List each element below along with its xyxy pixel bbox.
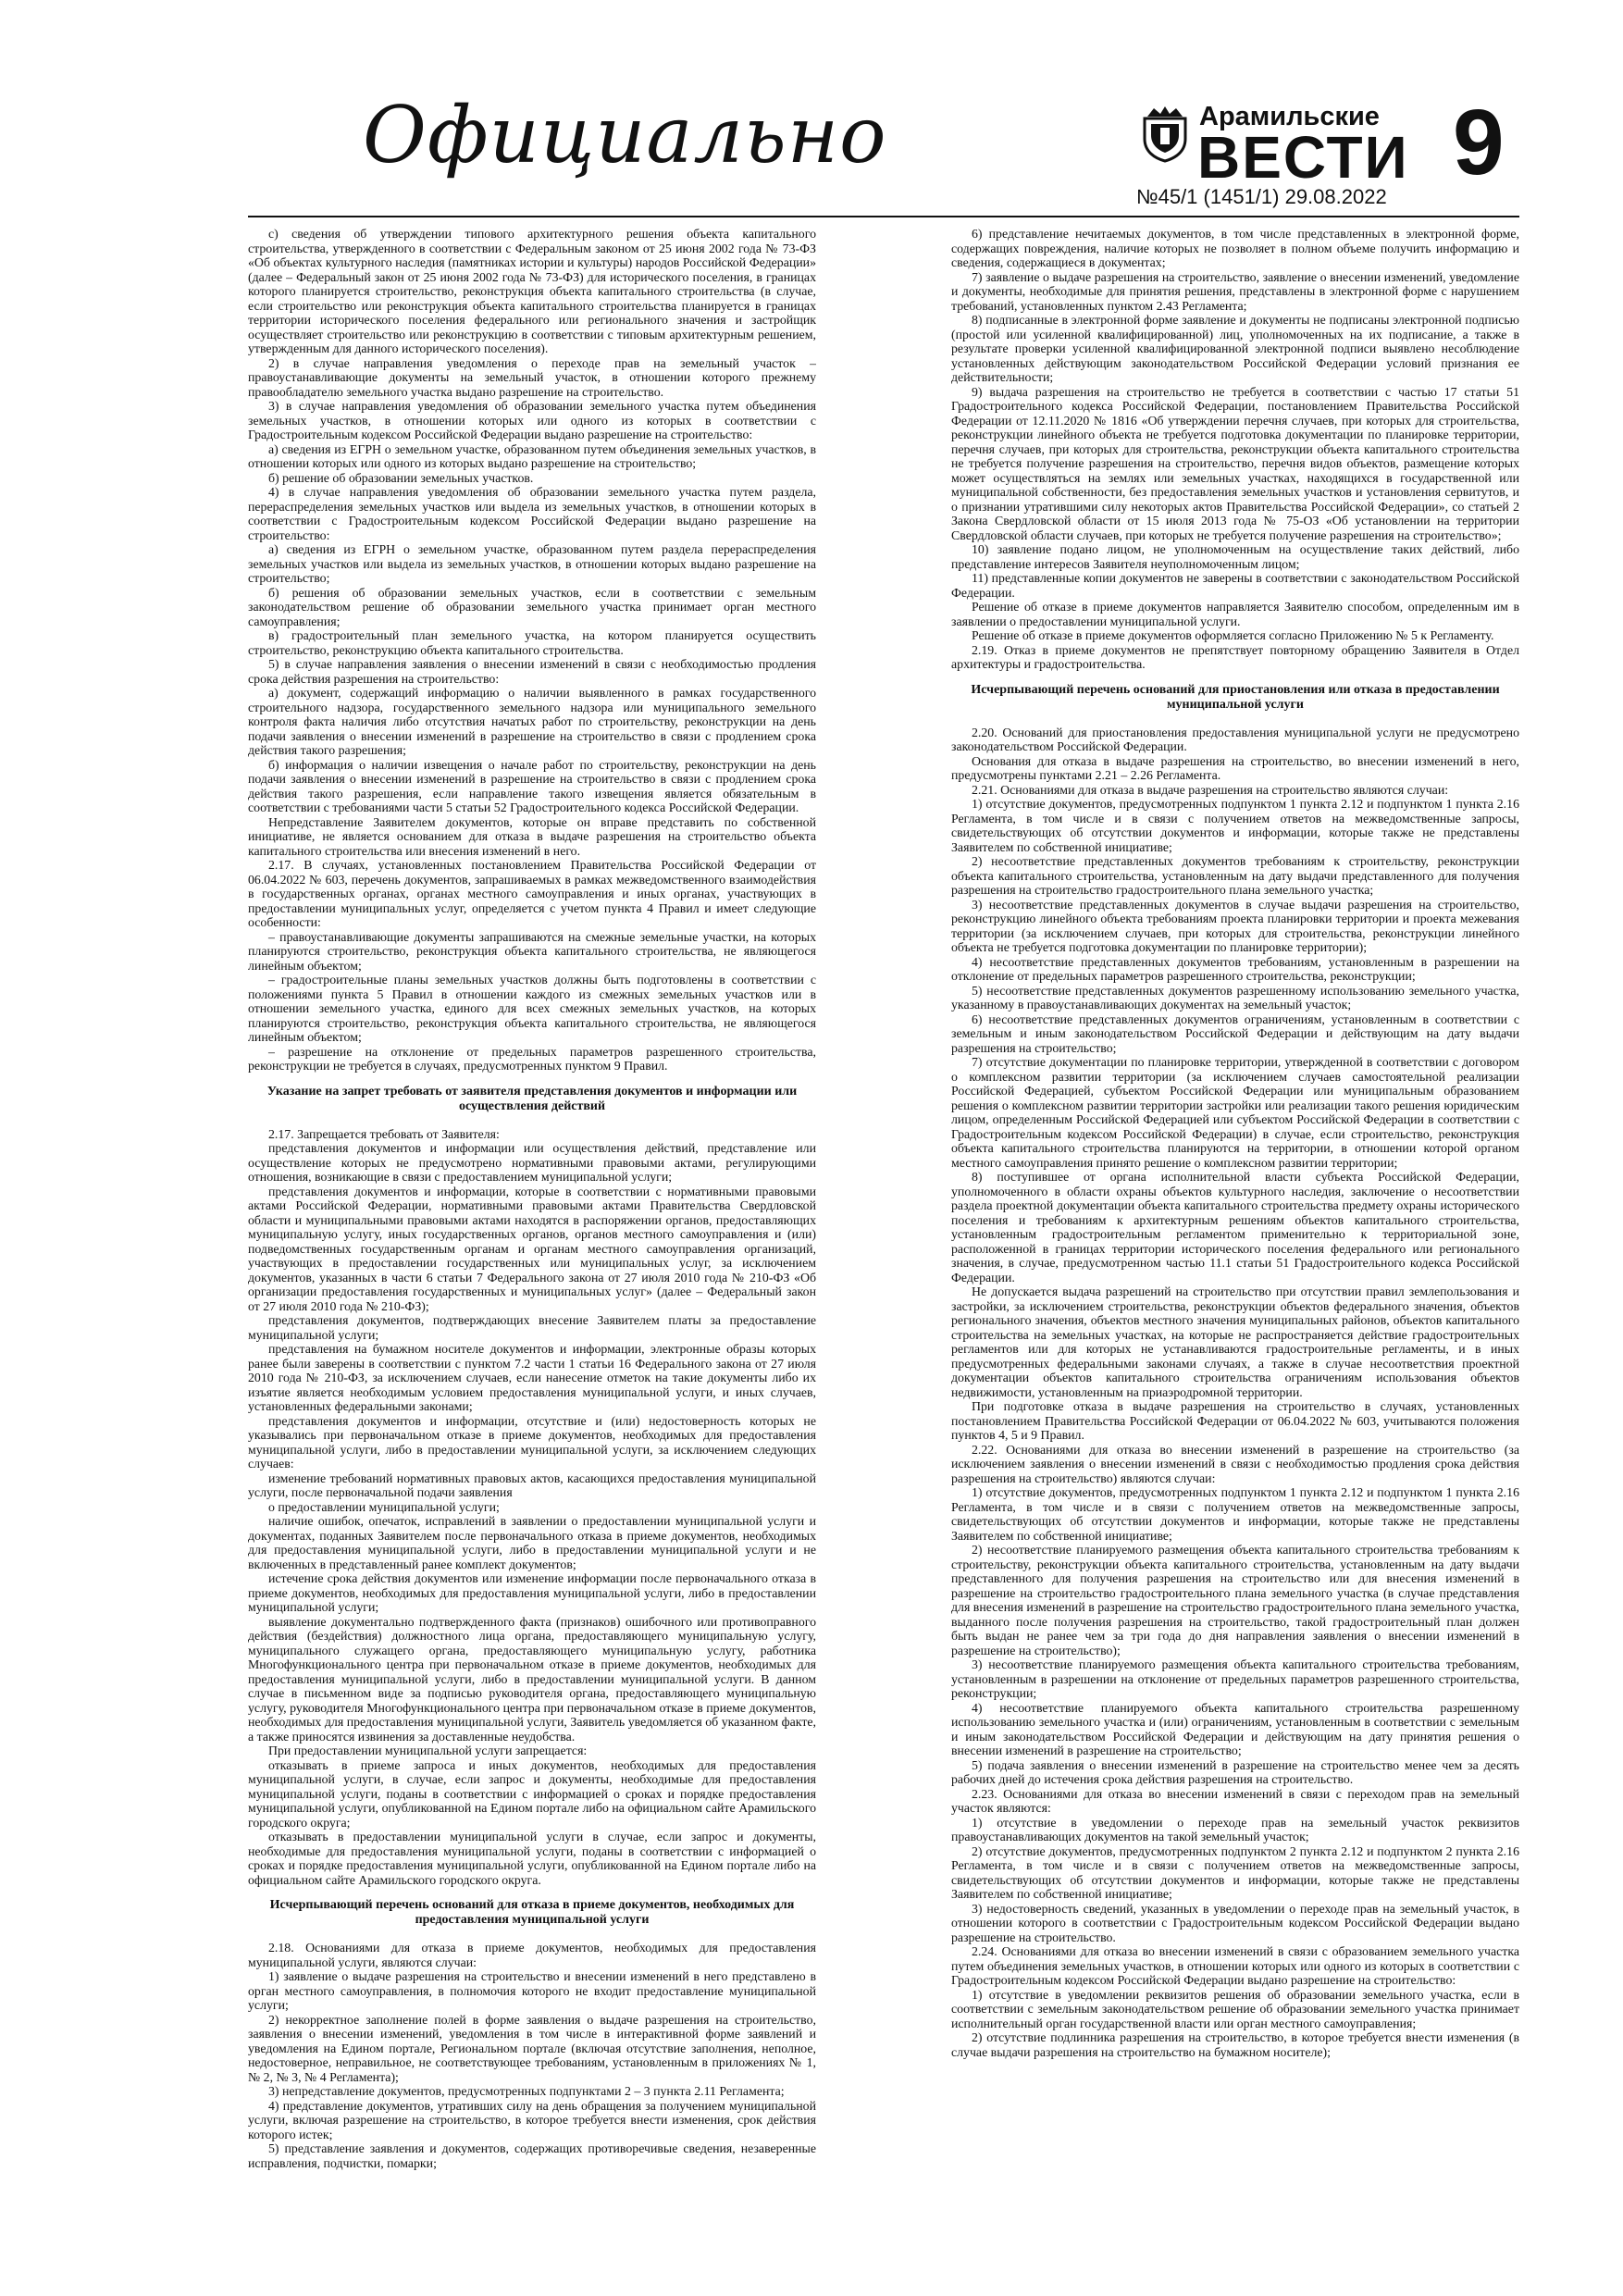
paragraph: 5) несоответствие представленных документов разрешенному использованию земельного участка, указанному в правоустанавливающих документах на земельный участок; xyxy=(951,983,1519,1011)
paragraph: 2.24. Основаниями для отказа во внесении изменений в связи с образованием земельного участка путем объединения земельных участков, в отношении которых или одного из которых в соответствии с Градостроительным кодексом Российской Федерации выдано разрешение на строительство: xyxy=(951,1944,1519,1987)
paragraph: 1) заявление о выдаче разрешения на строительство и внесении изменений в него представлено в орган местного самоуправления, в полномочия которого не входит предоставление муниципальной услуги; xyxy=(248,1969,816,2012)
paragraph: о предоставлении муниципальной услуги; xyxy=(268,1499,500,1514)
paragraph: выявление документально подтвержденного факта (признаков) ошибочного или противоправного действия (бездействия) должностного лица органа, предоставляющего муниципальную услугу, муниципального служащего органа, предоставляющего муниципальную услугу, работника Многофункционального центра при первоначальном отказе в приеме документов, необходимых для предоставления муниципальной услуги, либо в предоставлении муниципальной услуги. В данном случае в письменном виде за подписью руководителя органа, предоставляющего муниципальную услугу, руководителя Многофункционального центра при первоначальном отказе в приеме документов, необходимых для предоставления муниципальной услуги, Заявитель уведомляется об указанном факте, а также приносятся извинения за доставленные неудобства. xyxy=(248,1614,816,1744)
paragraph: представления документов, подтверждающих внесение Заявителем платы за предоставление муниципальной услуги; xyxy=(248,1313,816,1342)
paragraph: 4) несоответствие планируемого объекта капитального строительства разрешенному использованию земельного участка и (или) ограничениям, установленным в соответствии с земельным и иным законодательством Российской Федерации и действующим на дату принятия решения о внесении изменений в разрешение на строительство; xyxy=(951,1700,1519,1757)
paragraph: изменение требований нормативных правовых актов, касающихся предоставления муниципальной услуги, после первоначальной подачи заявления xyxy=(248,1471,816,1499)
header-rule xyxy=(248,216,1519,217)
paragraph: 2.22. Основаниями для отказа во внесении изменений в разрешение на строительство (за исключением заявления о внесении изменений в связи с необходимостью продления срока действия разрешения на строительство) являются случаи: xyxy=(951,1442,1519,1485)
paragraph: б) решение об образовании земельных участков. xyxy=(268,470,534,485)
paragraph: представления на бумажном носителе документов и информации, электронные образы которых ранее были заверены в соответствии с пунктом 7.2 части 1 статьи 16 Федерального закона от 27 июля 2010 года № 210-ФЗ, за исключением случаев, если нанесение отметок на такие документы либо их изъятие является необходимым условием предоставления муниципальной услуги, и иных случаев, установленных федеральными законами; xyxy=(248,1342,816,1413)
paragraph: 10) заявление подано лицом, не уполномоченным на осуществление таких действий, либо представление интересов Заявителя неуполномоченным лицом; xyxy=(951,542,1519,571)
paragraph: При подготовке отказа в выдаче разрешения на строительство в случаях, установленных постановлением Правительства Российской Федерации от 06.04.2022 № 603, учитываются положения пунктов 4, 5 и 9 Правил. xyxy=(951,1399,1519,1442)
paragraph: б) информация о наличии извещения о начале работ по строительству, реконструкции на день подачи заявления о внесении изменений в разрешение на строительство в связи с продлением срока действия такого разрешения, если направление такого извещения является обязательным в соответствии с требованиями части 5 статьи 52 Градостроительного кодекса Российской Федерации. xyxy=(248,757,816,814)
paragraph: – градостроительные планы земельных участков должны быть подготовлены в соответствии с положениями пункта 5 Правил в отношении каждого из смежных земельных участков или в отношении земельного участка, единого для всех смежных земельных участков, на которых планируются строительство, реконструкция объекта капитального строительства, не являющегося линейным объектом; xyxy=(248,973,816,1044)
paragraph: а) сведения из ЕГРН о земельном участке, образованном путем раздела перераспределения земельных участков или выдела из земельных участков, в отношении которых выдано разрешение на строительство; xyxy=(248,542,816,585)
page-number: 9 xyxy=(1453,91,1505,194)
paragraph: 8) поступившее от органа исполнительной власти субъекта Российской Федерации, уполномоченного в области охраны объектов культурного наследия, заключение о несоответствии раздела проектной документации объекта капитального строительства предмету охраны исторического поселения и требованиям к архитектурным решениям объектов капитального строительства, установленным градостроительным регламентом применительно к территориальной зоне, расположенной в границах территории исторического поселения федерального или регионального значения, в случае, предусмотренном частью 11.1 статьи 51 Градостроительного кодекса Российской Федерации. xyxy=(951,1170,1519,1285)
section-title: Официально xyxy=(363,90,887,180)
paragraph: 6) несоответствие представленных документов ограничениям, установленным в соответствии с земельным и иным законодательством Российской Федерации и действующим на дату выдачи разрешения на строительство; xyxy=(951,1011,1519,1055)
section-heading: Исчерпывающий перечень оснований для отказа в приеме документов, необходимых для предоставления муниципальной услуги xyxy=(269,1898,795,1927)
section-heading: Исчерпывающий перечень оснований для приостановления или отказа в предоставлении муниципальной услуги xyxy=(971,682,1500,712)
issue-info: №45/1 (1451/1) 29.08.2022 xyxy=(1136,185,1387,208)
paragraph: 4) несоответствие представленных документов требованиям, установленным в разрешении на отклонение от предельных параметров разрешенного строительства, реконструкции; xyxy=(951,954,1519,983)
paragraph: 2) несоответствие планируемого размещения объекта капитального строительства требованиям к строительству, реконструкции объекта капитального строительства, установленным на дату выдачи представленного для получения разрешения на строительство или для внесения изменений в разрешение на строительство градостроительного плана земельного участка (в случае представления для внесения изменений в разрешение на строительство градостроительного плана земельного участка, выданного после получения разрешения на строительство, такой градостроительный план должен быть выдан не ранее чем за три года до дня направления заявления о внесении изменений в разрешение на строительство); xyxy=(951,1543,1519,1657)
paragraph: 5) представление заявления и документов, содержащих противоречивые сведения, незаверенные исправления, подчистки, помарки; xyxy=(248,2141,816,2170)
paragraph: представления документов и информации, отсутствие и (или) недостоверность которых не указывались при первоначальном отказе в приеме документов, необходимых для предоставления муниципальной услуги, либо в предоставлении муниципальной услуги, за исключением следующих случаев: xyxy=(248,1413,816,1471)
paragraph: 1) отсутствие в уведомлении о переходе прав на земельный участок реквизитов правоустанавливающих документов на такой земельный участок; xyxy=(951,1815,1519,1843)
paragraph: 2.19. Отказ в приеме документов не препятствует повторному обращению Заявителя в Отдел архитектуры и градостроительства. xyxy=(951,642,1519,671)
newspaper-name-line1: Арамильские xyxy=(1199,102,1380,131)
paragraph: Решение об отказе в приеме документов оформляется согласно Приложению № 5 к Регламенту. xyxy=(972,628,1494,642)
paragraph: 4) представление документов, утративших силу на день обращения за получением муниципальной услуги, включая разрешение на строительство, в которое требуется внести изменения, срок действия которого истек; xyxy=(248,2098,816,2141)
paragraph: 2) некорректное заполнение полей в форме заявления о выдаче разрешения на строительство, заявления о внесении изменений, уведомления в том числе в интерактивной форме заявлений и уведомления на Едином портале, Региональном портале (включая отсутствие заполнения, неполное, недостоверное, неправильное, не соответствующее требованиям, установленным в приложениях № 1, № 2, № 3, № 4 Регламента); xyxy=(248,2012,816,2084)
paragraph: 3) недостоверность сведений, указанных в уведомлении о переходе прав на земельный участок, в отношении которого в соответствии с Градостроительным кодексом Российской Федерации выдано разрешение на строительство. xyxy=(951,1901,1519,1944)
paragraph: представления документов и информации, которые в соответствии с нормативными правовыми актами Российской Федерации, нормативными правовыми актами Правительства Свердловской области и муниципальными правовыми актами находятся в распоряжении органов, предоставляющих муниципальную услугу, иных государственных органов, органов местного самоуправления и (или) подведомственных государственным органам и органам местного самоуправления организаций, участвующих в предоставлении государственных или муниципальных услуг, за исключением документов, указанных в части 6 статьи 7 Федерального закона от 27 июля 2010 года № 210-ФЗ «Об организации предоставления государственных и муниципальных услуг» (далее – Федеральный закон от 27 июля 2010 года № 210-ФЗ); xyxy=(248,1184,816,1313)
paragraph: отказывать в предоставлении муниципальной услуги в случае, если запрос и документы, необходимые для предоставления муниципальной услуги, поданы в соответствии с информацией о сроках и порядке предоставления муниципальной услуги, опубликованной на Едином портале либо на официальном сайте Арамильского городского округа. xyxy=(248,1830,816,1887)
paragraph: Не допускается выдача разрешений на строительство при отсутствии правил землепользования и застройки, за исключением строительства, реконструкции объектов федерального значения, объектов регионального значения, объектов местного значения муниципальных районов, объектов капитального строительства на земельных участках, на которые не распространяется действие градостроительных регламентов или для которых не устанавливаются градостроительные регламенты, и в иных предусмотренных федеральными законами случаях, а также в случае несоответствия проектной документации объектов капитального строительства ограничениям использования объектов недвижимости, установленным на приаэродромной территории. xyxy=(951,1285,1519,1399)
right-column xyxy=(951,227,1519,2277)
newspaper-name-line2: ВЕСТИ xyxy=(1197,124,1409,191)
paragraph: 1) отсутствие в уведомлении реквизитов решения об образовании земельного участка, если в соответствии с земельным законодательством решение об образовании земельного участка принимает исполнительный орган государственной власти или орган местного самоуправления; xyxy=(951,1987,1519,2030)
paragraph: 8) подписанные в электронной форме заявление и документы не подписаны электронной подписью (простой или усиленной квалифицированной) лиц, уполномоченных на их подписание, а также в результате проверки усиленной квалифицированной электронной подписи выявлено несоблюдение установленных действующим законодательством Российской Федерации условий признания ее действительности; xyxy=(951,313,1519,384)
paragraph: 1) отсутствие документов, предусмотренных подпунктом 1 пункта 2.12 и подпунктом 1 пункта 2.16 Регламента, в том числе и в связи с получением ответов на межведомственные запросы, свидетельствующих об отсутствии документов и информации, которые также не представлены Заявителем по собственной инициативе; xyxy=(951,797,1519,854)
paragraph: Непредставление Заявителем документов, которые он вправе представить по собственной инициативе, не является основанием для отказа в выдаче разрешения на строительство объекта капитального строительства или внесения изменений в него. xyxy=(248,814,816,858)
paragraph: – правоустанавливающие документы запрашиваются на смежные земельные участки, на которых планируются строительство, реконструкция объекта капитального строительства, не являющегося линейным объектом; xyxy=(248,929,816,973)
paragraph: 3) несоответствие представленных документов в случае выдачи разрешения на строительство, реконструкцию линейного объекта требованиям проекта планировки территории и проекта межевания территории (за исключением случаев, при которых для строительства, реконструкции линейного объекта не требуется подготовка документации по планировке территории); xyxy=(951,897,1519,954)
paragraph: 7) отсутствие документации по планировке территории, утвержденной в соответствии с договором о комплексном развитии территории (за исключением случаев самостоятельной реализации Российской Федерацией, субъектом Российской Федерации или муниципальным образованием решения о комплексном развитии территории застройки или реализации такого решения юридическим лицом, определенным Российской Федерацией или субъектом Российской Федерации в соответствии с Градостроительным кодексом Российской Федерации) в случае, если строительство, реконструкция объекта капитального строительства планируются на территории, в отношении которой органом местного самоуправления принято решение о комплексном развитии территории; xyxy=(951,1055,1519,1170)
paragraph: 3) несоответствие планируемого размещения объекта капитального строительства требованиям, установленным в разрешении на отклонение от предельных параметров разрешенного строительства, реконструкции; xyxy=(951,1657,1519,1700)
paragraph: истечение срока действия документов или изменение информации после первоначального отказа в приеме документов, необходимых для предоставления муниципальной услуги, либо в предоставлении муниципальной услуги; xyxy=(248,1571,816,1614)
paragraph: наличие ошибок, опечаток, исправлений в заявлении о предоставлении муниципальной услуги и документах, поданных Заявителем после первоначального отказа в приеме документов, необходимых для предоставления муниципальной услуги, либо в предоставлении муниципальной услуги и не включенных в представленный ранее комплект документов; xyxy=(248,1514,816,1571)
paragraph: представления документов и информации или осуществления действий, представление или осуществление которых не предусмотрено нормативными правовыми актами, регулирующими отношения, возникающие в связи с предоставлением муниципальной услуги; xyxy=(248,1141,816,1184)
paragraph: а) сведения из ЕГРН о земельном участке, образованном путем объединения земельных участков, в отношении которых или одного из которых выдано разрешение на строительство; xyxy=(248,441,816,470)
paragraph: 2.20. Оснований для приостановления предоставления муниципальной услуги не предусмотрено законодательством Российской Федерации. xyxy=(951,725,1519,753)
paragraph: 2.23. Основаниями для отказа во внесении изменений в связи с переходом прав на земельный участок являются: xyxy=(951,1786,1519,1815)
paragraph: 1) отсутствие документов, предусмотренных подпунктом 1 пункта 2.12 и подпунктом 1 пункта 2.16 Регламента, в том числе и в связи с получением ответов на межведомственные запросы, свидетельствующих об отсутствии документов и информации, которые также не представлены Заявителем по собственной инициативе; xyxy=(951,1485,1519,1543)
paragraph: 2.18. Основаниями для отказа в приеме документов, необходимых для предоставления муниципальной услуги, являются случаи: xyxy=(248,1941,816,1969)
paragraph: 4) в случае направления уведомления об образовании земельного участка путем раздела, перераспределения земельных участков или выдела из земельных участков, в отношении которых в соответствии с Градостроительным кодексом Российской Федерации выдано разрешение на строительство: xyxy=(248,485,816,542)
paragraph: Решение об отказе в приеме документов направляется Заявителю способом, определенным им в заявлении о предоставлении муниципальной услуги. xyxy=(951,600,1519,628)
paragraph: 3) в случае направления уведомления об образовании земельного участка путем объединения земельных участков, в отношении которых или одного из которых в соответствии с Градостроительным кодексом Российской Федерации выдано разрешение на строительство: xyxy=(248,399,816,441)
paragraph: 2) отсутствие документов, предусмотренных подпунктом 2 пункта 2.12 и подпунктом 2 пункта 2.16 Регламента, в том числе и в связи с получением ответов на межведомственные запросы, свидетельствующих об отсутствии документов и информации, которые также не представлены Заявителем по собственной инициативе; xyxy=(951,1843,1519,1901)
paragraph: При предоставлении муниципальной услуги запрещается: xyxy=(268,1744,588,1757)
paragraph: 6) представление нечитаемых документов, в том числе представленных в электронной форме, содержащих повреждения, наличие которых не позволяет в полном объеме получить информацию и сведения, содержащиеся в документах; xyxy=(951,227,1519,269)
paragraph: Основания для отказа в выдаче разрешения на строительство, во внесении изменений в него, предусмотрены пунктами 2.21 – 2.26 Регламента. xyxy=(951,753,1519,782)
paragraph: отказывать в приеме запроса и иных документов, необходимых для предоставления муниципальной услуги, в случае, если запрос и документы, необходимые для предоставления муниципальной услуги, поданы в соответствии с информацией о сроках и порядке предоставления муниципальной услуги, опубликованной на Едином портале либо на официальном сайте Арамильского городского округа; xyxy=(248,1757,816,1830)
coat-of-arms-icon xyxy=(1140,104,1190,163)
paragraph: 2) в случае направления уведомления о переходе прав на земельный участок – правоустанавливающие документы на земельный участок, в отношении которого прежнему правообладателю земельного участка выдано разрешение на строительство. xyxy=(248,355,816,399)
paragraph: в) градостроительный план земельного участка, на котором планируется осуществить строительство, реконструкцию объекта капитального строительства. xyxy=(248,628,816,657)
paragraph: б) решения об образовании земельных участков, если в соответствии с земельным законодательством решение об образовании земельного участка принимает орган местного самоуправления; xyxy=(248,585,816,628)
paragraph: а) документ, содержащий информацию о наличии выявленного в рамках государственного строительного надзора, государственного земельного надзора или муниципального земельного контроля факта наличия либо отсутствия начатых работ по строительству, реконструкции на день подачи заявления о внесении изменений в разрешение на строительство в связи с продлением срока действия такого разрешения; xyxy=(248,686,816,757)
paragraph: 3) непредставление документов, предусмотренных подпунктами 2 – 3 пункта 2.11 Регламента; xyxy=(268,2084,785,2098)
paragraph: – разрешение на отклонение от предельных параметров разрешенного строительства, реконструкции не требуется в случаях, предусмотренных пунктом 9 Правил. xyxy=(248,1044,816,1073)
paragraph: 2) несоответствие представленных документов требованиям к строительству, реконструкции объекта капитального строительства, установленным на дату выдачи представленного для получения разрешения на строительство градостроительного плана земельного участка; xyxy=(951,854,1519,897)
section-heading: Указание на запрет требовать от заявителя представления документов и информации или осуществления действий xyxy=(266,1084,798,1113)
paragraph: 2.17. В случаях, установленных постановлением Правительства Российской Федерации от 06.04.2022 № 603, перечень документов, запрашиваемых в рамках межведомственного взаимодействия в государственных органах, органах местного самоуправления и иных органах, участвующих в предоставлении муниципальных услуг, определяется с учетом пункта 4 Правил и имеет следующие особенности: xyxy=(248,858,816,929)
paragraph: 5) в случае направления заявления о внесении изменений в связи с необходимостью продления срока действия разрешения на строительство: xyxy=(248,657,816,686)
paragraph: 2.21. Основаниями для отказа в выдаче разрешения на строительство являются случаи: xyxy=(972,782,1449,797)
paragraph: 2) отсутствие подлинника разрешения на строительство, в которое требуется внести изменения (в случае выдачи разрешения на строительство на бумажном носителе); xyxy=(951,2030,1519,2059)
paragraph: 7) заявление о выдаче разрешения на строительство, заявление о внесении изменений, уведомление и документы, необходимые для принятия решения, представлены в электронной форме с нарушением требований, установленных пунктом 2.43 Регламента; xyxy=(951,269,1519,313)
left-column xyxy=(248,227,816,2277)
paragraph: 5) подача заявления о внесении изменений в разрешение на строительство менее чем за десять рабочих дней до истечения срока действия разрешения на строительство. xyxy=(951,1757,1519,1786)
paragraph: 9) выдача разрешения на строительство не требуется в соответствии с частью 17 статьи 51 Градостроительного кодекса Российской Федерации, постановлением Правительства Российской Федерации от 12.11.2020 № 1816 «Об утверждении перечня случаев, при которых для строительства, реконструкции линейного объекта не требуется подготовка документации по планировке территории, перечня случаев, при которых для строительства, реконструкции объекта капитального строительства не требуется получение разрешения на строительство, перечня видов объектов, размещение которых может осуществляться на землях или земельных участках, находящихся в государственной или муниципальной собственности, без предоставления земельных участков и установления сервитутов, и о признании утратившими силу некоторых актов Правительства Российской Федерации», со статьей 2 Закона Свердловской области от 15 июля 2013 года № 75-ОЗ «Об установлении на территории Свердловской области случаев, при которых не требуется получение разрешения на строительство»; xyxy=(951,384,1519,542)
paragraph: 2.17. Запрещается требовать от Заявителя: xyxy=(268,1126,500,1141)
paragraph: 11) представленные копии документов не заверены в соответствии с законодательством Российской Федерации. xyxy=(951,571,1519,600)
paragraph: с) сведения об утверждении типового архитектурного решения объекта капитального строительства, утвержденного в соответствии с Федеральным законом от 25 июня 2002 года № 73-ФЗ «Об объектах культурного наследия (памятниках истории и культуры) народов Российской Федерации» (далее – Федеральный закон от 25 июня 2002 года № 73-ФЗ) для исторического поселения, в границах которого планируется строительство, реконструкция объекта капитального строительства (в случае, если строительство или реконструкция объекта капитального строительства планируется в границах территории исторического поселения федерального или регионального значения и застройщик осуществляет строительство или реконструкцию в соответствии с типовым архитектурным решением, утвержденным для данного исторического поселения). xyxy=(248,227,816,355)
masthead xyxy=(0,0,1623,222)
